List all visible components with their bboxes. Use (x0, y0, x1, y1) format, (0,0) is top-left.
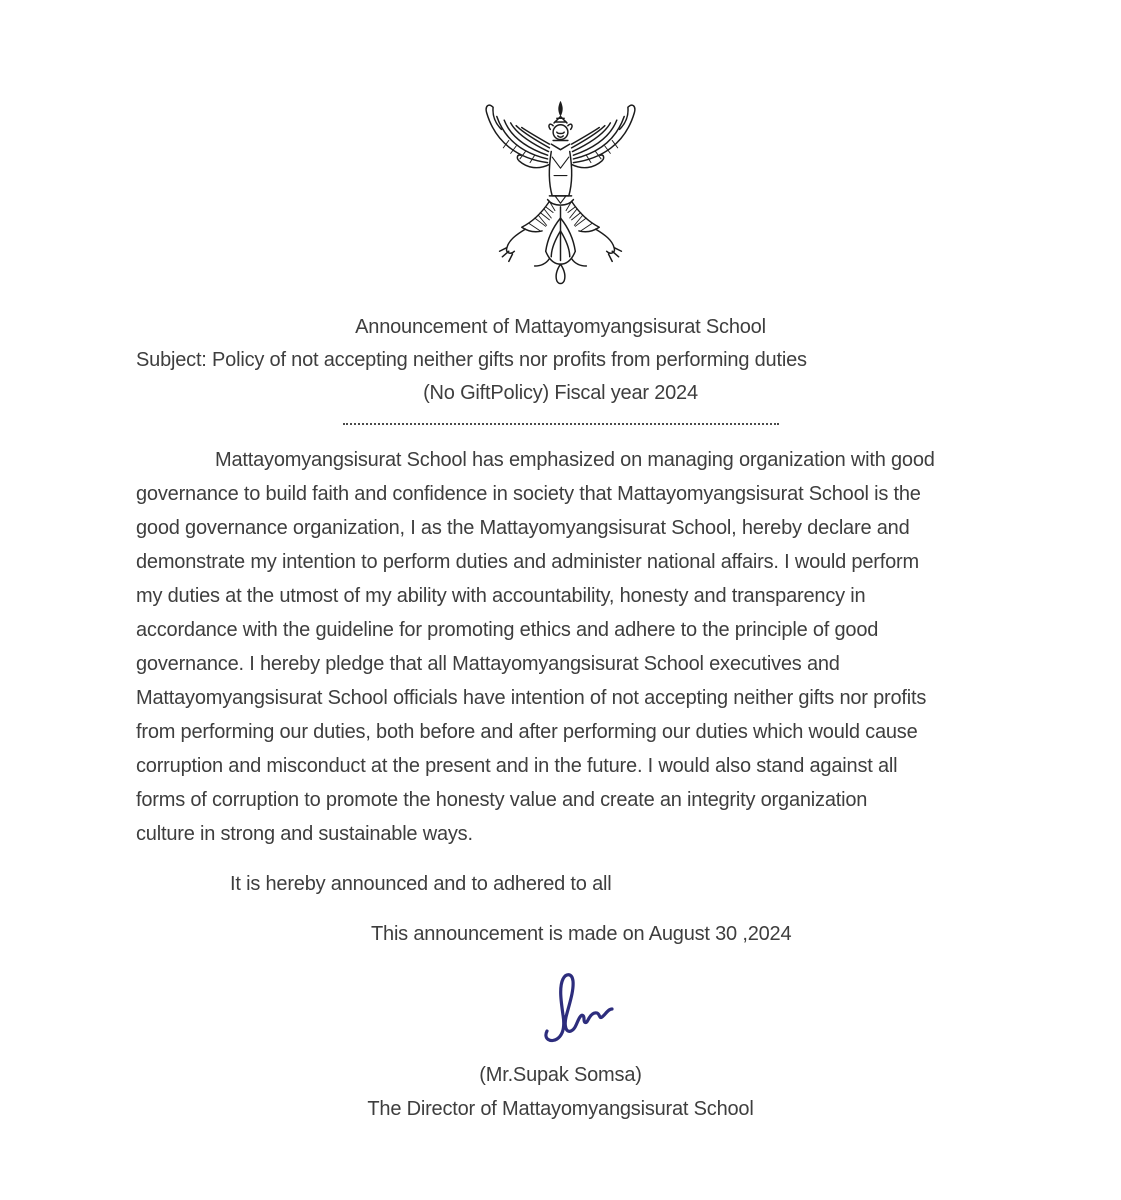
emblem-container (0, 0, 1121, 295)
paragraph-line: Mattayomyangsisurat School officials have intention of not accepting neither gifts nor profits (136, 687, 927, 709)
subject-line: Subject: Policy of not accepting neither gifts nor profits from performing duties (136, 349, 807, 371)
paragraph-line: good governance organization, I as the Mattayomyangsisurat School, hereby declare and (136, 517, 910, 539)
announce-line: It is hereby announced and to adhered to all (230, 873, 612, 895)
signature-container (0, 969, 1121, 1052)
paragraph-line: accordance with the guideline for promoting ethics and adhere to the principle of good (136, 619, 879, 641)
dotted-divider (343, 421, 779, 425)
paragraph-line: forms of corruption to promote the honesty value and create an integrity organization (136, 789, 868, 811)
paragraph-line: culture in strong and sustainable ways. (136, 823, 473, 845)
paragraph-line: corruption and misconduct at the present and in the future. I would also stand against all (136, 755, 898, 777)
signatory-name: (Mr.Supak Somsa) (479, 1064, 642, 1086)
handwritten-signature-icon (533, 969, 618, 1047)
paragraph-line: from performing our duties, both before and after performing our duties which would cause (136, 721, 918, 743)
paragraph-line: Mattayomyangsisurat School has emphasized on managing organization with good (215, 449, 935, 471)
signatory-title: The Director of Mattayomyangsisurat School (367, 1098, 754, 1120)
paragraph-line: my duties at the utmost of my ability with accountability, honesty and transparency in (136, 585, 866, 607)
paragraph-line: governance to build faith and confidence in society that Mattayomyangsisurat School is the (136, 483, 921, 505)
date-line: This announcement is made on August 30 ,2024 (371, 923, 792, 945)
document-header (0, 311, 1121, 410)
fiscal-year-line: (No GiftPolicy) Fiscal year 2024 (423, 382, 698, 404)
garuda-emblem-icon (468, 98, 653, 290)
paragraph-line: demonstrate my intention to perform duties and administer national affairs. I would perform (136, 551, 919, 573)
paragraph-line: governance. I hereby pledge that all Mattayomyangsisurat School executives and (136, 653, 840, 675)
body-paragraph (0, 443, 1121, 851)
announcement-title: Announcement of Mattayomyangsisurat School (355, 316, 766, 338)
